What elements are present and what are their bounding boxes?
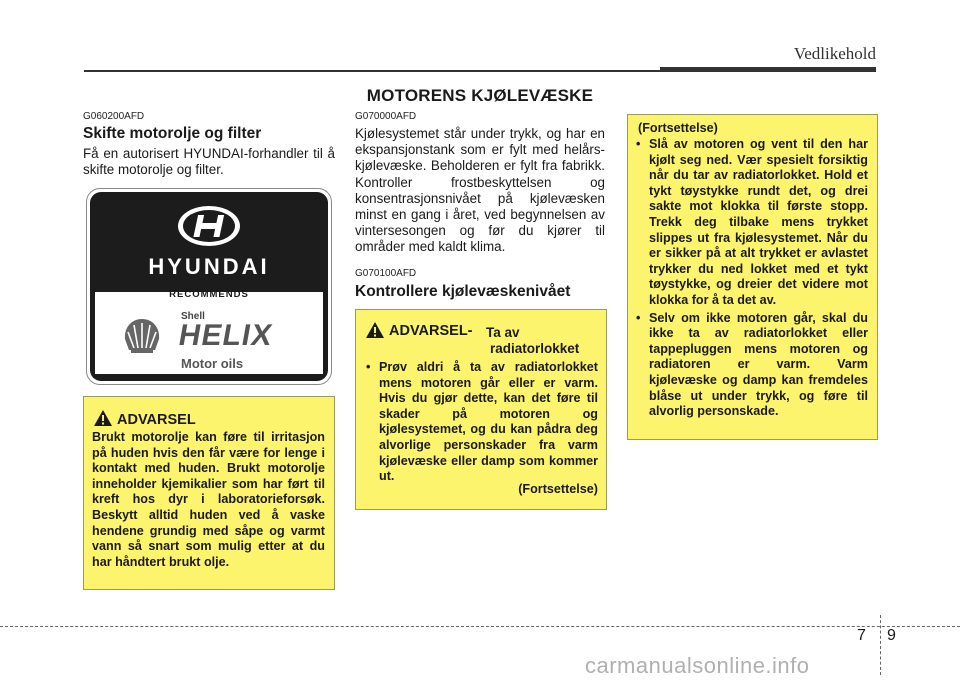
section-paragraph: Få en autorisert HYUNDAI-forhandler til å skifte motorolje og filter.: [83, 146, 335, 178]
warning-title-suffix: Ta av: [486, 325, 520, 340]
warning-box-motor-oil: [83, 396, 335, 590]
footer-rule: [0, 626, 960, 627]
warning-triangle-icon: [366, 322, 384, 343]
warning-bullet: [636, 311, 868, 420]
warning-bullet: [366, 360, 598, 485]
warning-bullet-text: Slå av motoren og vent til den har kjølt seg ned. Vær spesielt forsiktig når du tar av radiatorlokket. Hold et tykt tøystykke rundt det, og drei sakte mot klokka til første stopp. Trekk deg tilbake mens trykket slippes ut fra kjølesystemet. Når du er sikker på at alt trykket er avlastet trykker du ned lokket med et tykt tøystykke, og dreier det videre mot klokka for å ta det av.: [649, 137, 868, 307]
section-code: G060200AFD: [83, 111, 145, 122]
continued-label: (Fortsettelse): [518, 482, 598, 496]
header-title: Vedlikehold: [793, 44, 876, 63]
warning-title: ADVARSEL: [117, 412, 196, 428]
logo-shell-text: Shell: [181, 311, 205, 322]
chapter-number: 7: [857, 627, 866, 644]
warning-text: Brukt motorolje kan føre til irritasjon på huden hvis den får være for lenge i kontakt med huden. Brukt motorolje inneholder kjemikalier som har ført til kreft hos dyr i laboratorieforsøk. Beskytt alltid huden ved å vaske hendene grundig med såpe og varmt vann så snart som mulig etter at du har håndtert brukt olje.: [92, 430, 325, 569]
logo-bottom-panel: [90, 289, 328, 381]
warning-bullet-text: Prøv aldri å ta av radiatorlokket mens motoren går eller er varm. Hvis du gjør dette, kan det føre til skader på motoren og kjølesystemet, og du kan pådra deg alvorlige personskader fra varm kjølevæske eller damp som kommer ut.: [379, 360, 598, 484]
logo-recommends: RECOMMENDS: [169, 289, 249, 300]
watermark: carmanualsonline.info: [585, 653, 810, 678]
section-heading: Kontrollere kjølevæskenivået: [355, 283, 571, 300]
logo-inner-panel: [95, 289, 323, 374]
shell-pecten-icon: [122, 316, 162, 356]
logo-helix-text: HELIX: [176, 319, 276, 352]
continued-label: (Fortsettelse): [638, 121, 718, 135]
warning-box-radiator-cap: [355, 309, 607, 510]
warning-bullet-text: Selv om ikke motoren går, skal du ikke ta av radiatorlokket eller tappepluggen mens motoren og radiatoren er varm. Varm kjølevæske og damp kan fremdeles blåse ut under trykk, og føre til alvorlig personskade.: [649, 310, 868, 419]
warning-bullet: [636, 137, 868, 309]
warning-title: ADVARSEL-: [389, 323, 473, 339]
warning-triangle-icon: [94, 410, 112, 431]
bullet-dot: •: [636, 137, 641, 151]
bullet-dot: •: [366, 360, 371, 374]
bullet-dot: •: [636, 310, 641, 325]
page-number-divider: [880, 615, 881, 675]
logo-motor-oils-text: Motor oils: [181, 356, 244, 371]
section-code: G070100AFD: [355, 268, 417, 279]
section-code: G070000AFD: [355, 111, 417, 122]
logo-top-panel: [90, 192, 328, 292]
warning-bullet-list: [636, 137, 868, 420]
section-heading: Skifte motorolje og filter: [83, 125, 262, 142]
warning-title-suffix: radiatorlokket: [490, 341, 580, 356]
warning-box-continued: [627, 114, 878, 440]
header-rule-thick: [660, 67, 876, 72]
section-title: MOTORENS KJØLEVÆSKE: [366, 86, 594, 105]
logo-brand: HYUNDAI: [148, 254, 270, 279]
section-paragraph: Kjølesystemet står under trykk, og har en ekspansjonstank som er fylt med helårs-kjølevæske. Beholderen er fylt fra fabrikk. Kontroller frostbeskyttelsen og konsentrasjonsnivået på kjølevæsken minst en gang i året, ved begynnelsen av vintersesongen og før du kjører til områder med kaldt klima.: [355, 126, 605, 255]
hyundai-shell-logo: [86, 188, 332, 385]
header-rule: [84, 70, 660, 72]
page-number: 9: [887, 627, 896, 644]
